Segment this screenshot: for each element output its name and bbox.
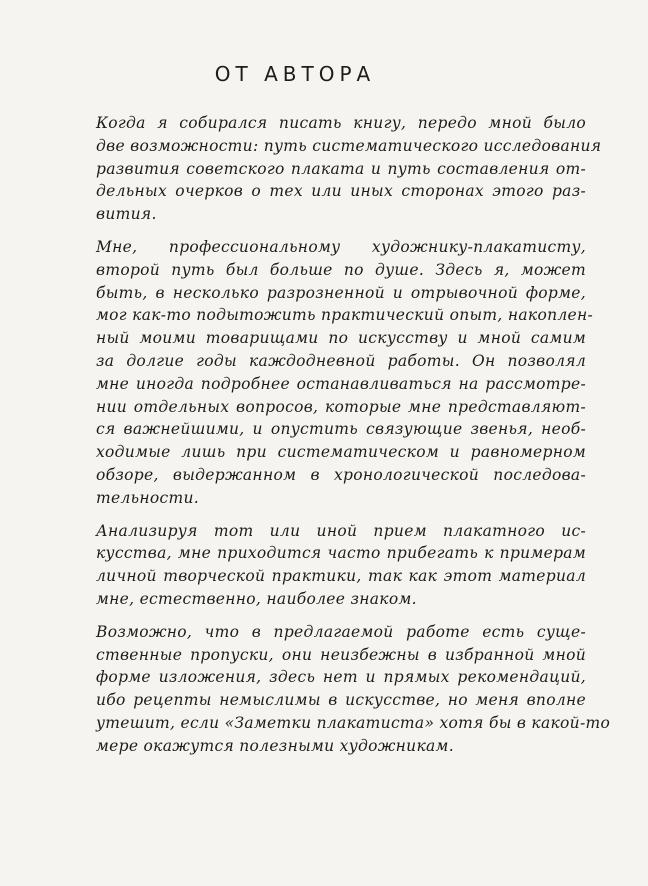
text-line: за долгие годы каждодневной работы. Он позволял: [96, 351, 586, 370]
text-line: Мне, профессиональному художнику-плакатисту,: [96, 237, 586, 256]
text-line: развития советского плаката и путь составления от-: [96, 159, 586, 178]
text-line: Возможно, что в предлагаемой работе есть суще-: [96, 622, 586, 641]
text-line: тельности.: [96, 488, 200, 507]
text-line: быть, в несколько разрозненной и отрывочной форме,: [96, 283, 586, 302]
text-line: утешит, если «Заметки плакатиста» хотя бы в какой-то: [96, 713, 611, 732]
text-line: ный моими товарищами по искусству и мной самим: [96, 329, 586, 348]
paragraph: [96, 621, 611, 758]
body-text: [96, 112, 611, 768]
text-line: ибо рецепты немыслимы в искусстве, но меня вполне: [96, 691, 586, 710]
text-line: ся важнейшими, и опустить связующие звенья, необ-: [96, 420, 586, 439]
text-line: личной творческой практики, так как этот материал: [96, 567, 586, 586]
text-line: мне иногда подробнее останавливаться на рассмотре-: [96, 374, 586, 393]
text-line: Когда я собирался писать книгу, передо мной было: [96, 114, 586, 132]
text-line: мне, естественно, наиболее знаком.: [96, 589, 417, 608]
text-line: кусства, мне приходится часто прибегать к примерам: [96, 544, 586, 563]
section-heading: ОТ АВТОРА: [214, 62, 376, 86]
text-line: мог как-то подытожить практический опыт, накоплен-: [96, 306, 594, 325]
text-line: две возможности: путь систематического исследования: [96, 136, 602, 155]
text-line: нии отдельных вопросов, которые мне представляют-: [96, 397, 586, 416]
paragraph: [96, 520, 586, 611]
text-line: ственные пропуски, они неизбежны в избранной мной: [96, 645, 586, 664]
text-line: вития.: [96, 205, 157, 224]
text-line: форме изложения, здесь нет и прямых рекомендаций,: [96, 668, 586, 687]
text-line: ходимые лишь при систематическом и равномерном: [96, 443, 586, 462]
text-line: обзоре, выдержанном в хронологической последова-: [96, 465, 586, 484]
text-line: дельных очерков о тех или иных сторонах этого раз-: [96, 182, 586, 201]
text-line: Анализируя тот или иной прием плакатного ис-: [96, 521, 586, 540]
text-line: второй путь был больше по душе. Здесь я, может: [96, 260, 586, 279]
text-line: мере окажутся полезными художникам.: [96, 736, 454, 755]
paragraph: [96, 236, 594, 510]
paragraph: [96, 112, 602, 226]
